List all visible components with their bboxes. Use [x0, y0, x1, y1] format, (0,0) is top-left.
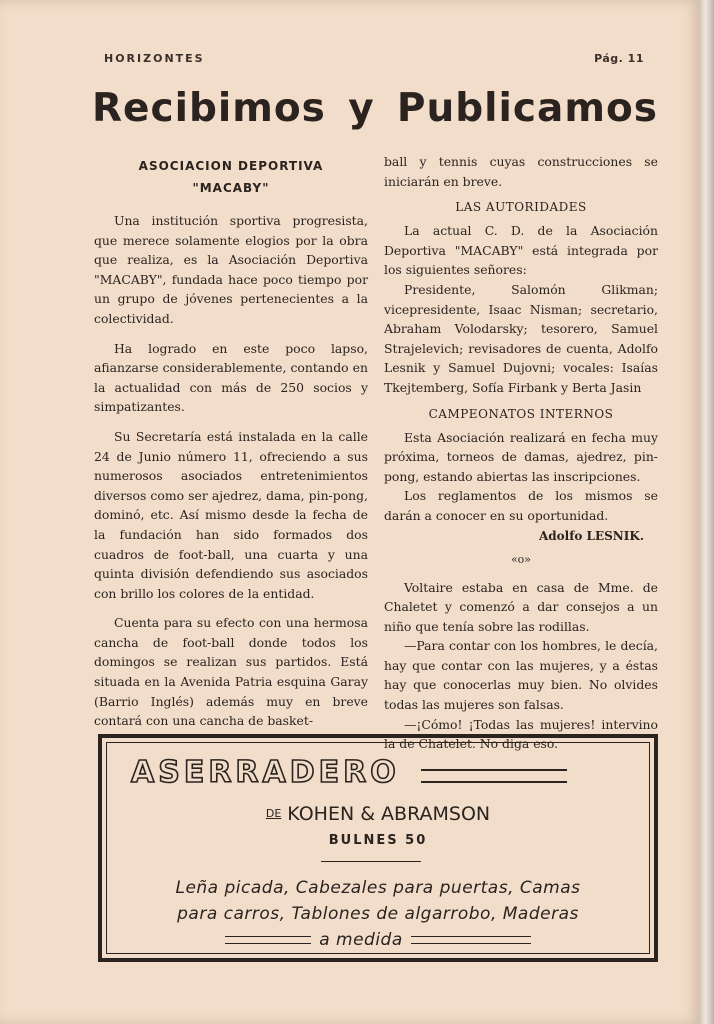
paragraph: Su Secretaría está instalada en la calle 24 de Junio número 11, ofreciendo a sus numerosos asociados entretenimientos diversos como ser ajedrez, dama, pin-pong, dominó, etc. Así mismo desde la fecha de la fundación han sido formados dos cuadros de foot-ball, una cuarta y una quinta división defendiendo sus asociados con brillo los colores de la entidad. [94, 428, 368, 601]
advertisement-box [98, 734, 658, 962]
paragraph: Los reglamentos de los mismos se darán a conocer en su oportunidad. [384, 488, 658, 523]
paragraph: —Para contar con los hombres, le decía, hay que contar con las mujeres, y a éstas hay que conocerlas muy bien. No olvides todas las mujeres son falsas. [384, 638, 658, 713]
ad-products-last-line [123, 927, 633, 953]
section-ornament: «o» [510, 552, 532, 566]
ad-owners-name: KOHEN & ABRAMSON [287, 803, 491, 825]
ad-divider [321, 861, 421, 862]
title-word-publicamos: Publicamos [396, 86, 658, 131]
page-edge [700, 0, 714, 1024]
page-title [92, 86, 658, 131]
paragraph-continuation: ball y tennis cuyas construcciones se iniciarán en breve. [384, 154, 658, 189]
championships-heading: CAMPEONATOS INTERNOS [428, 406, 614, 421]
paragraph: Voltaire estaba en casa de Mme. de Chaletet y comenzó a dar consejos a un niño que tenía sobre las rodillas. [384, 579, 658, 634]
paragraph: La actual C. D. de la Asociación Deportiva "MACABY" está integrada por los siguientes señores: [384, 223, 658, 278]
running-head [104, 52, 644, 70]
page-number: Pág. 11 [594, 52, 644, 65]
ad-de-label: DE [265, 807, 282, 820]
paragraph: Ha logrado en este poco lapso, afianzarse considerablemente, contando en la actualidad con más de 250 socios y simpatizantes. [94, 340, 368, 415]
title-word-y: y [348, 86, 375, 131]
publication-name: HORIZONTES [104, 52, 205, 65]
ad-address: BULNES 50 [328, 833, 428, 848]
left-column [94, 155, 368, 731]
ad-decorative-rule [421, 769, 567, 783]
article-heading: ASOCIACION DEPORTIVA "MACABY" [138, 159, 324, 195]
ad-owners [107, 803, 649, 825]
ad-products-line: a medida [319, 930, 403, 950]
ad-products-line: para carros, Tablones de algarrobo, Maderas [177, 904, 579, 924]
ad-products-line: Leña picada, Cabezales para puertas, Camas [175, 878, 581, 898]
title-word-recibimos: Recibimos [92, 86, 326, 131]
paragraph: —¡Cómo! ¡Todas las mujeres! intervino la de Chatelet. No diga eso. [384, 716, 658, 752]
right-column [384, 152, 658, 754]
authorities-list: Presidente, Salomón Glikman; vicepresidente, Isaac Nisman; secretario, Abraham Volodarsky; tesorero, Samuel Strajelevich; revisadores de cuenta, Adolfo Lesnik y Samuel Dujovni; vocales: Isaías Tkejtemberg, Sofía Firbank y Berta Jasin [384, 281, 658, 395]
paragraph: Cuenta para su efecto con una hermosa cancha de foot-ball donde todos los domingos se realizan sus partidos. Está situada en la Avenida Patria esquina Garay (Barrio Inglés) además muy en breve contará con una cancha de basket- [94, 615, 368, 729]
paragraph: Esta Asociación realizará en fecha muy próxima, torneos de damas, ajedrez, pin-pong, estando abiertas las inscripciones. [384, 429, 658, 484]
author-signature: Adolfo LESNIK. [538, 528, 644, 543]
paragraph: Una institución sportiva progresista, que merece solamente elogios por la obra que realiza, es la Asociación Deportiva "MACABY", fundada hace poco tiempo por un grupo de jóvenes pertenecientes a la colectividad. [94, 213, 368, 326]
authorities-heading: LAS AUTORIDADES [455, 200, 587, 215]
ad-products [123, 875, 633, 953]
ad-rule-right [411, 936, 531, 944]
ad-title-row [131, 755, 631, 795]
advertisement-inner-frame [106, 742, 650, 954]
ad-rule-left [225, 936, 311, 944]
ad-business-name: ASERRADERO [131, 755, 400, 790]
